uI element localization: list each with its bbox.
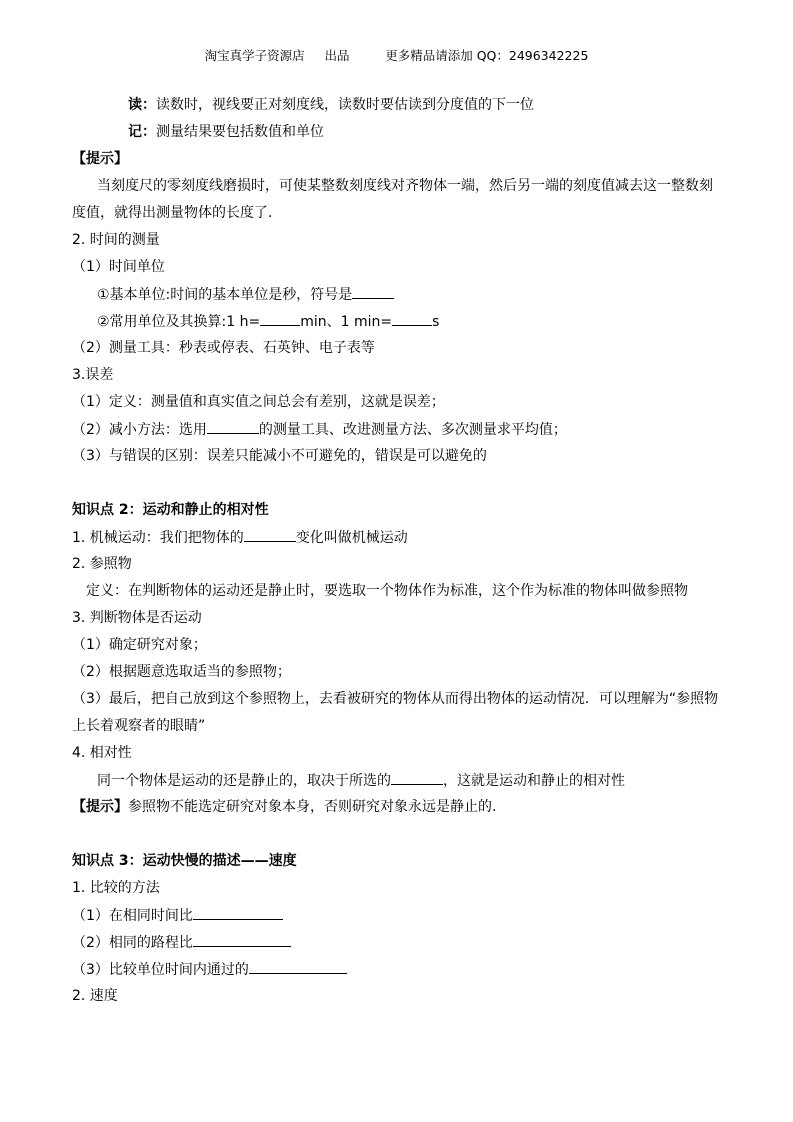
compare-1-line	[72, 905, 283, 926]
error-reduce-b: 的测量工具、改进测量方法、多次测量求平均值；	[258, 422, 567, 438]
judge-step-2: （2）根据题意选取适当的参照物；	[72, 664, 291, 680]
error-reduce-line	[72, 419, 567, 440]
relativity: 4. 相对性	[72, 745, 132, 761]
record-rule	[128, 122, 324, 142]
blank-compare-1[interactable]	[193, 905, 283, 920]
tip-2	[72, 797, 496, 817]
judge-step-3-cont: 上长着观察者的眼睛”	[72, 718, 206, 734]
read-text: 读数时，视线要正对刻度线，读数时要估读到分度值的下一位	[156, 97, 534, 113]
blank-symbol[interactable]	[352, 284, 394, 299]
compare-2-line	[72, 932, 291, 953]
tip-text-2: 度值，就得出测量物体的长度了.	[72, 205, 273, 221]
tip-text-1: 当刻度尺的零刻度线磨损时，可使某整数刻度线对齐物体一端，然后另一端的刻度值减去这一整数刻	[97, 178, 713, 194]
record-text: 测量结果要包括数值和单位	[156, 124, 324, 140]
blank-hour-min[interactable]	[260, 311, 300, 326]
compare-3-line	[72, 959, 347, 980]
judge-motion: 3. 判断物体是否运动	[72, 610, 202, 626]
tip-heading: 【提示】	[72, 151, 128, 167]
read-label: 读：	[128, 97, 156, 113]
relativity-line	[97, 770, 625, 791]
time-unit: （1）时间单位	[72, 259, 165, 275]
record-label: 记：	[128, 124, 156, 140]
blank-min-sec[interactable]	[392, 311, 432, 326]
tip-2-label: 【提示】	[72, 799, 128, 815]
common-unit-line	[97, 311, 439, 332]
compare-3-text: （3）比较单位时间内通过的	[72, 962, 249, 978]
common-unit-b: min、1 min=	[300, 314, 393, 330]
error-vs-mistake: （3）与错误的区别：误差只能减小不可避免的，错误是可以避免的	[72, 448, 487, 464]
relativity-a: 同一个物体是运动的还是静止的，取决于所选的	[97, 773, 391, 789]
reference-object: 2. 参照物	[72, 556, 132, 572]
tip-2-text: 参照物不能选定研究对象本身，否则研究对象永远是静止的.	[128, 799, 497, 815]
judge-step-3: （3）最后，把自己放到这个参照物上，去看被研究的物体从而得出物体的运动情况．可以理解为“参照物	[72, 691, 719, 707]
section-error: 3.误差	[72, 367, 114, 383]
compare-2-text: （2）相同的路程比	[72, 935, 193, 951]
compare-1-text: （1）在相同时间比	[72, 908, 193, 924]
blank-tool[interactable]	[207, 419, 259, 434]
mechanical-motion-b: 变化叫做机械运动	[295, 530, 408, 546]
mechanical-motion-line	[72, 527, 408, 548]
knowledge-point-3: 知识点 3：运动快慢的描述——速度	[72, 853, 297, 869]
error-reduce-a: （2）减小方法：选用	[72, 422, 207, 438]
knowledge-point-2: 知识点 2：运动和静止的相对性	[72, 502, 269, 518]
blank-position[interactable]	[244, 527, 296, 542]
judge-step-1: （1）确定研究对象；	[72, 637, 207, 653]
compare-method: 1. 比较的方法	[72, 880, 160, 896]
common-unit-c: s	[432, 314, 440, 330]
common-unit-a: ②常用单位及其换算:1 h=	[97, 314, 261, 330]
blank-compare-3[interactable]	[249, 959, 347, 974]
measure-tools: （2）测量工具：秒表或停表、石英钟、电子表等	[72, 340, 375, 356]
section-time: 2. 时间的测量	[72, 232, 160, 248]
base-unit-line	[97, 284, 394, 305]
page-header: 淘宝真学子资源店 出品 更多精品请添加 QQ：2496342225	[204, 48, 589, 63]
error-definition: （1）定义：测量值和真实值之间总会有差别，这就是误差；	[72, 394, 445, 410]
relativity-b: ，这就是运动和静止的相对性	[443, 773, 625, 789]
speed: 2. 速度	[72, 988, 118, 1004]
blank-compare-2[interactable]	[193, 932, 291, 947]
base-unit-text: ①基本单位:时间的基本单位是秒，符号是	[97, 287, 353, 303]
read-rule	[128, 95, 534, 115]
blank-reference[interactable]	[391, 770, 443, 785]
mechanical-motion-a: 1. 机械运动：我们把物体的	[72, 530, 244, 546]
reference-definition: 定义：在判断物体的运动还是静止时，要选取一个物体作为标准，这个作为标准的物体叫做参照物	[86, 583, 688, 599]
